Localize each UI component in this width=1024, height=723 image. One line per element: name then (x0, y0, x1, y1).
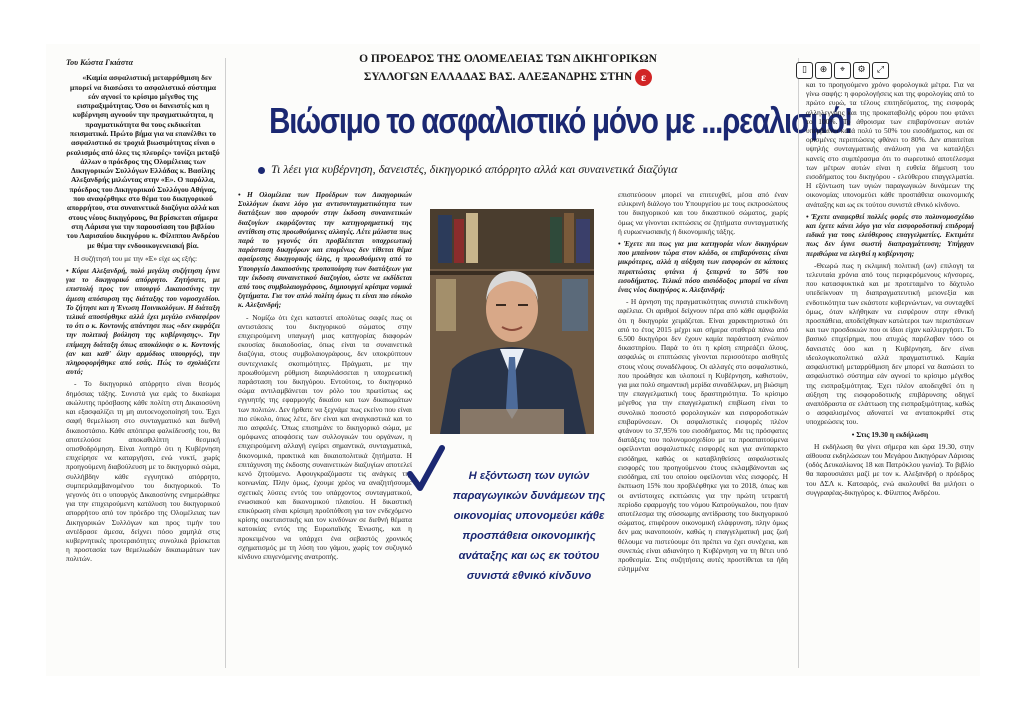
column-3 (618, 190, 788, 668)
answer-2-continued: επισπεύσουν μπορεί να επιτευχθεί, μέσα από έναν ειλικρινή διάλογο του Υπουργείου με τους εκπροσώπους του δικηγορικού και του δικαστικού σώματος, χωρίς όμως να γίνονται εκπτώσεις σε ζητήματα συνταγματικής ή ευρωενωσιακής ή δικονομικής τάξης. (618, 190, 788, 236)
question-4: • Έχετε αναφερθεί πολλές φορές στο πολυνομοσχέδιο και έχετε κάνει λόγο για νέα εισφοροδοτική επιδρομή ειδικά για τους ελεύθερους επαγγελματίες. Εκτιμάτε πως δεν έγινε σωστή διαπραγμάτευση; Υπήρχαν περιθώρια να ελεγθεί η κυβέρνηση; (806, 211, 974, 258)
section-heading: • Στις 19.30 η εκδήλωση (851, 429, 929, 439)
answer-3: - Η άρνηση της πραγματικότητας συνιστά επικίνδυνη αφέλεια. Οι αριθμοί δείχνουν πέρα από κάθε αμφιβολία ότι η δικηγορία χειμάζεται. Είναι χαρακτηριστικό ότι από το έτος 2015 μέχρι και σήμερα σταθερά πάνω από 6.500 δικηγόροι δεν έχουν καμία παράσταση ενώπιον δικαστηρίου. Παρά το ότι η κρίση επηρεάζει όλους, ασφαλώς οι επιπτώσεις γίνονται περισσότερο αισθητές στους νέους συναδέλφους. Οι αλλαγές στο ασφαλιστικό, που προώθησε και υλοποιεί η Κυβέρνηση, καθιστούν, για μια πολύ σημαντική μερίδα συναδέλφων, μη βιώσιμη την επαγγελματική τους δραστηριότητα. Το κρίσιμο μέγεθος για την επαγγελματική επιβίωση είναι το συνολικό ποσοστό φορολογικών και εισφοροδοτικών επιβαρύνσεων. Οι ασφαλιστικές εισφορές πλέον φτάνουν το 37,95% του εισοδήματος. Με τις πρόσφατες διατάξεις του πολυνομοσχεδίου με τα προαπαιτούμενα οφείλονται ασφαλιστικές εισφορές και για ανύπαρκτο εισόδημα, καθώς οι καταβληθείσες ασφαλιστικές εισφορές του προηγούμενου έτους εκλαμβάνονται ως εισόδημα, επί του οποίου οφείλονται νέες εισφορές. Η έκπτωση 15% που προβλέφθηκε για το 2018, όπως και οι αντίστοιχες εκπτώσεις για την πρώτη τετραετή περίοδο εφαρμογής του νόμου Κατρούγκαλου, που ήταν αποτέλεσμα της σύσσωμης αντίδρασης του δικηγορικού σώματος, επιφέρουν οικονομική ελάφρυνση, πλην όμως δεν μας ικανοποιούν, καθώς η επαγγελματική μας ζωή θέλουμε να πιστεύουμε ότι πρέπει να έχει συνέχεια, και συνεπώς είναι αδιανόητο η Κυβέρνηση να τη θέτει υπό προθεσμία. Στις συζητήσεις αυτές προστίθεται τα ήδη ειλημμένα (618, 297, 788, 574)
question-1: • Κύριε Αλεξανδρή, πολύ μεγάλη συζήτηση έγινε για το δικηγορικό απόρρητο. Ζητήσατε, με επιστολή προς τον υπουργό Δικαιοσύνης την άμεση απόσυρση της διάταξης του νομοσχεδίου. Το ζήτησε και η Ένωση Ποινικολόγων. Η διάταξη τελικά αποσύρθηκε αλλά έχει μεγάλο ενδιαφέρον το ότι ο κ. Κοντονής απάντησε πως «δεν εκφράζει την πολιτική βούληση της κυβέρνησης». Την επίμαχη διάταξη όπως αποκάλυψε ο κ. Κοντονής (αν και καθ' όλην αρμόδιος υπουργός), την πληροφορήθηκε από εσάς. Πώς το σχολιάζετε αυτό; (66, 266, 220, 377)
subhead (258, 162, 758, 177)
headline: Βιώσιμο το ασφαλιστικό μόνο με ...ρεαλισμό! (269, 100, 853, 141)
kicker-line-1: Ο ΠΡΟΕΔΡΟΣ ΤΗΣ ΟΛΟΜΕΛΕΙΑΣ ΤΩΝ ΔΙΚΗΓΟΡΙΚΩΝ (359, 53, 657, 65)
event-paragraph: Η εκδήλωση θα γίνει σήμερα και ώρα 19.30, στην αίθουσα εκδηλώσεων του Μεγάρου Δικηγόρων Λάρισας (οδός Δευκαλίωνος 18 και Πατρόκλου γωνία). Το βιβλίο θα παρουσιάσει μαζί με τον κ. Αλεξανδρή ο πρόεδρος του ΔΣΛ κ. Κατσαρός, ενώ ακολουθεί θα μιλήσει ο συγγραφέας-δικηγόρος κ. Φίλιππος Ανδρέου. (806, 441, 974, 497)
pin-icon[interactable]: ⌖ (834, 62, 851, 79)
pull-quote (406, 436, 614, 630)
kicker (356, 50, 660, 86)
settings-icon[interactable]: ⚙ (853, 62, 870, 79)
kicker-line-2-text: ΣΥΛΛΟΓΩΝ ΕΛΛΑΔΑΣ ΒΑΣ. ΑΛΕΞΑΝΔΡΗΣ ΣΤΗΝ (363, 71, 633, 83)
column-2 (238, 190, 412, 668)
subhead-text: Τι λέει για κυβέρνηση, δανειστές, δικηγορικό απόρρητο αλλά και συναινετικά διαζύγια (271, 162, 678, 176)
answer-3-continued: και το προηγούμενο χρόνο φορολογικά μέτρα. Για να γίνω σαφής: η φορολογήσεις και της φορολογίας από το πρώτο ευρώ, τα τέλους επιτηδεύματος, της εισφοράς αλληλεγγύης και της προκαταβολής φόρου που φτάνει το 100%. Το άθροισμα των επιβαρύνσεων αυτών υπερβαίνει κατά πολύ το 50% του εισοδήματος, και σε ορισμένες περιπτώσεις φθάνει το 80%. Δεν απαιτείται υψηλής συνταγματικής ανάλυση για να καταλήξει κανείς στο συμπέρασμα ότι το σωρευτικό αποτέλεσμα των μέτρων αυτών είναι η ευθεία δήμευση του εισοδήματος του δικηγόρου - ελεύθερου επαγγελματία. Η εξόντωση των υγιών παραγωγικών δυνάμεων της οικονομίας υπονομεύει κάθε προσπάθεια οικονομικής ανάταξης και ως εκ τούτου συνιστά εθνικό κίνδυνο. (806, 80, 974, 209)
question-3: • Έχετε πει πως για μια κατηγορία νέων δικηγόρων που μπαίνουν τώρα στον κλάδο, οι επιβαρύνσεις είναι μικρότερες, αλλά η αύξηση των εισφορών σε κάποιες περιπτώσεις φτάνει ή ξεπερνά το 50% του εισοδήματος. Τελικά πόσο αισιόδοξος μπορεί να είναι ένας νέος δικηγόρος κ. Αλεξανδρή; (618, 239, 788, 295)
checkmark-icon (406, 444, 446, 500)
column-divider-right (798, 58, 799, 668)
kicker-line-2 (356, 68, 660, 86)
question-2: • Η Ολομέλεια των Προέδρων των Δικηγορικών Συλλόγων έκανε λόγο για αντισυνταγματικότητα των διατάξεων που αφορούν στην έκδοση συναινετικών διαζυγίων εκφράζοντας την κατηγορηματική της αντίθεση στις προωθούμενες αλλαγές. Λέτε μάλιστα πως παρά το γεγονός ότι προβλέπεται υποχρεωτική παράσταση δικηγόρων και επομένως δεν τίθεται θέμα αφαίρεσης δικηγορικής ύλης, η προωθούμενη από το Υπουργείο Δικαιοσύνης τροποποίηση των διατάξεων για την έκδοση συναινετικού διαζυγίου, ώστε να εκδίδεται από τους συμβολαιογράφους, δημιουργεί κρίσιμα νομικά ζητήματα. Για τον απλό πολίτη όμως τι είναι πιο εύκολο κ. Αλεξανδρή; (238, 190, 412, 310)
column-divider (225, 58, 226, 668)
answer-1: - Το δικηγορικό απόρρητο είναι θεσμός δημόσιας τάξης. Συνιστά για εμάς το δικαίωμα ακώλυτης πρόσβασης κάθε πολίτη στη Δικαιοσύνη και εξασφαλίζει τη μη αυτοενοχοποίησή του. Έχει σαφή θεμελίωση στο συνταγματικό και διεθνή δικαιοστάσιο. Κάθε απόπειρα φαλκίδευσής του, θα αποτελούσε αποκαθιλίπτη θεσμική οπισθοδρόμηση. Είναι λυπηρό ότι η Κυβέρνηση επιχείρησε να καταργήσει, ενώ νυκτί, χωρίς προηγούμενη διαβούλευση με το δικηγορικό σώμα, συλλήβδην κάθε εγγυητικό απόρρητο, συμπεριλαμβανομένου του δικηγορικού. Το γεγονός ότι ο υπουργός Δικαιοσύνης ενημερώθηκε για την επιχειρούμενη κατάλυση του δικηγορικού απορρήτου από τον πρόεδρο της Ολομέλειας των Δικηγορικών Συλλόγων και προς τιμήν του αντέδρασε άμεσα, δείχνει πόσο χαμηλά στις κυβερνητικές προτεραιότητες συνολικά βρίσκεται η προστασία των θεμελιωδών δικαιωμάτων των πολιτών. (66, 379, 220, 564)
answer-2: - Νομίζω ότι έχει καταστεί απολύτως σαφές πως οι αντιστάσεις του δικηγορικού σώματος στην επιχειρούμενη υπαγωγή μιας κατηγορίας διαφορών εκουσίας δικαιοδοσίας, όπως είναι τα συναινετικά διαζύγια, στους συμβολαιογράφους, δεν υποκρύπτουν συντεχνιακές σκοπιμότητες. Πράγματι, με την προωθούμενη ρύθμιση διαφυλάσσεται η υποχρεωτική παράσταση του δικηγόρου. Εντούτοις, το δικηγορικό σώμα αντιλαμβάνεται τον ρόλο του πρωτίστως ως εγγυητής της εφαρμογής δικαίου και των δικαιωμάτων των πολιτών. Δεν ήρθατε να ξεχνάμε πως εκείνο που είναι πιο εύκολο, όπως λέτε, δεν είναι και αναγκαστικά και το πιο ασφαλές. Όπως επισημάνε το δικηγορικό σώμα, με ομόφωνες αποφάσεις των συλλογικών του οργάνων, η επιχειρούμενη αλλαγή εγείρει σημαντικά, συνταγματικά, δικονομικά, πρακτικά και δικαιοπολιτικά ζητήματα. Η επιτάχυνση της έκδοσης συναινετικών διαζυγίων αποτελεί κενό ζητούμενο. Αφουγκραζόμαστε τις ανάγκες της κοινωνίας. Πλην όμως, έχουμε χρέος να αναζητήσουμε σχετικές λύσεις εντός του υπάρχοντος συνταγματικού, ενωσιακού και δικονομικού πλαισίου. Η δικαστική επικύρωση είναι κρίσιμη προϋπόθεση για τον ενδεχόμενο κρίσης οικεταιστικής και τον κινδύνων σε διεθνή θέματα κατοικίας εντός της Ευρωπαϊκής Ένωσης, και η προκειμένου να υπάρχει ένα σεβαστός χρονικός σχηματισμός με τη λύση του γάμου, χωρίς τον συζυγικό κίνδυνο επιγενόμενης ανατροπής. (238, 312, 412, 561)
answer-4: -Θεωρώ πως η εκλιμική πολιτική (ων) επιλογη τα τελευταία χρόνια από τους περιφερόμενους κήνσορες, που κατασφυκτικά και με προτεταμένο το δάχτυλο υπεδείκνυαν τη διαπραγματευτική μειονεξία και ενδοτικότητα των εκάστοτε κυβερνώντων, να συνταχθεί όμως, όταν κλήθηκαν να εισφέρουν στην εθνική προσπάθεια, αποδείχθηκαν κατώτεροι των περιστάσεων και των προσδοκιών που οι ίδιοι είχαν καλλιεργήσει. Το βασικό επιχείρημα, που ατυχώς παρέλαβαν τόσο οι δανειστές όσο και η Κυβέρνηση, δεν είναι ιδεολογικοπολιτικό αλλά πραγματιστικό. Καμία ασφαλιστική μεταρρύθμιση δεν μπορεί να διασώσει το ασφαλιστικό σύστημα εάν αγνοεί το κρίσιμο μέγεθος της εισπραξιμότητας. Έχει πλέον αποδειχθεί ότι η αύξηση της εισφοροδοτικής επιβάρυνσης οδηγεί αναπόδραστα σε ελάττωση της εισπραξιμότητας, καθώς ο ασφαλισμένος αδυνατεί να ανταποκριθεί στις υποχρεώσεις του. (806, 260, 974, 427)
portrait-photo (430, 209, 594, 434)
byline: Του Κώστα Γκιάστα (66, 58, 134, 67)
zoom-in-icon[interactable]: ⊕ (815, 62, 832, 79)
book-icon[interactable]: ▯ (796, 62, 813, 79)
portrait-illustration (430, 209, 594, 434)
column-4 (806, 58, 974, 668)
fullscreen-icon[interactable]: ⤢ (872, 62, 889, 79)
intro-line: Η συζήτησή του με την «Ε» είχε ως εξής: (74, 253, 198, 263)
lead-paragraph: «Καμία ασφαλιστική μεταρρύθμιση δεν μπορεί να διασώσει το ασφαλιστικό σύστημα εάν αγνοεί το κρίσιμο μέγεθος της εισπραξιμότητας. Όσο οι δανειστές και η κυβέρνηση αγνοούν την πραγματικότητα, η πραγματικότητα θα τους εκδικείται πεισματικά. Πρώτο βήμα για να επανέλθει το ασφαλιστικό σε τροχιά βιωσιμότητας είναι ο ρεαλισμός από όλες τις πλευρές» τονίζει μεταξύ άλλων ο πρόεδρος της Ολομέλειας των Δικηγορικών Συλλόγων Ελλάδας κ. Βασίλης Αλεξανδρής μιλώντας στην «Ε». Ο παρόλλα, πρόεδρος του Δικηγορικού Συλλόγου Αθήνας, που αναφέρθηκε στο θέμα του δικηγορικού απορρήτου, στα συναινετικά διαζύγια αλλά και στους νέους δικηγόρους, θα βρίσκεται σήμερα στη Λάρισα για την παρουσίαση του βιβλίου του Λαρισαίου δικηγόρου κ. Φίλιππου Ανδρέου με θέμα την ενδοοικογενειακή βία. (66, 73, 220, 250)
bullet-icon (258, 167, 265, 174)
pull-quote-text: Η εξόντωση των υγιών παραγωγικών δυνάμεων της οικονομίας υπονομεύει κάθε προσπάθεια οικονομικής ανάταξης και ως εκ τούτου συνιστά εθνικό κίνδυνο (452, 470, 606, 582)
column-1 (66, 58, 220, 668)
viewer-toolbar (796, 62, 889, 78)
newspaper-logo: ε (635, 69, 652, 86)
